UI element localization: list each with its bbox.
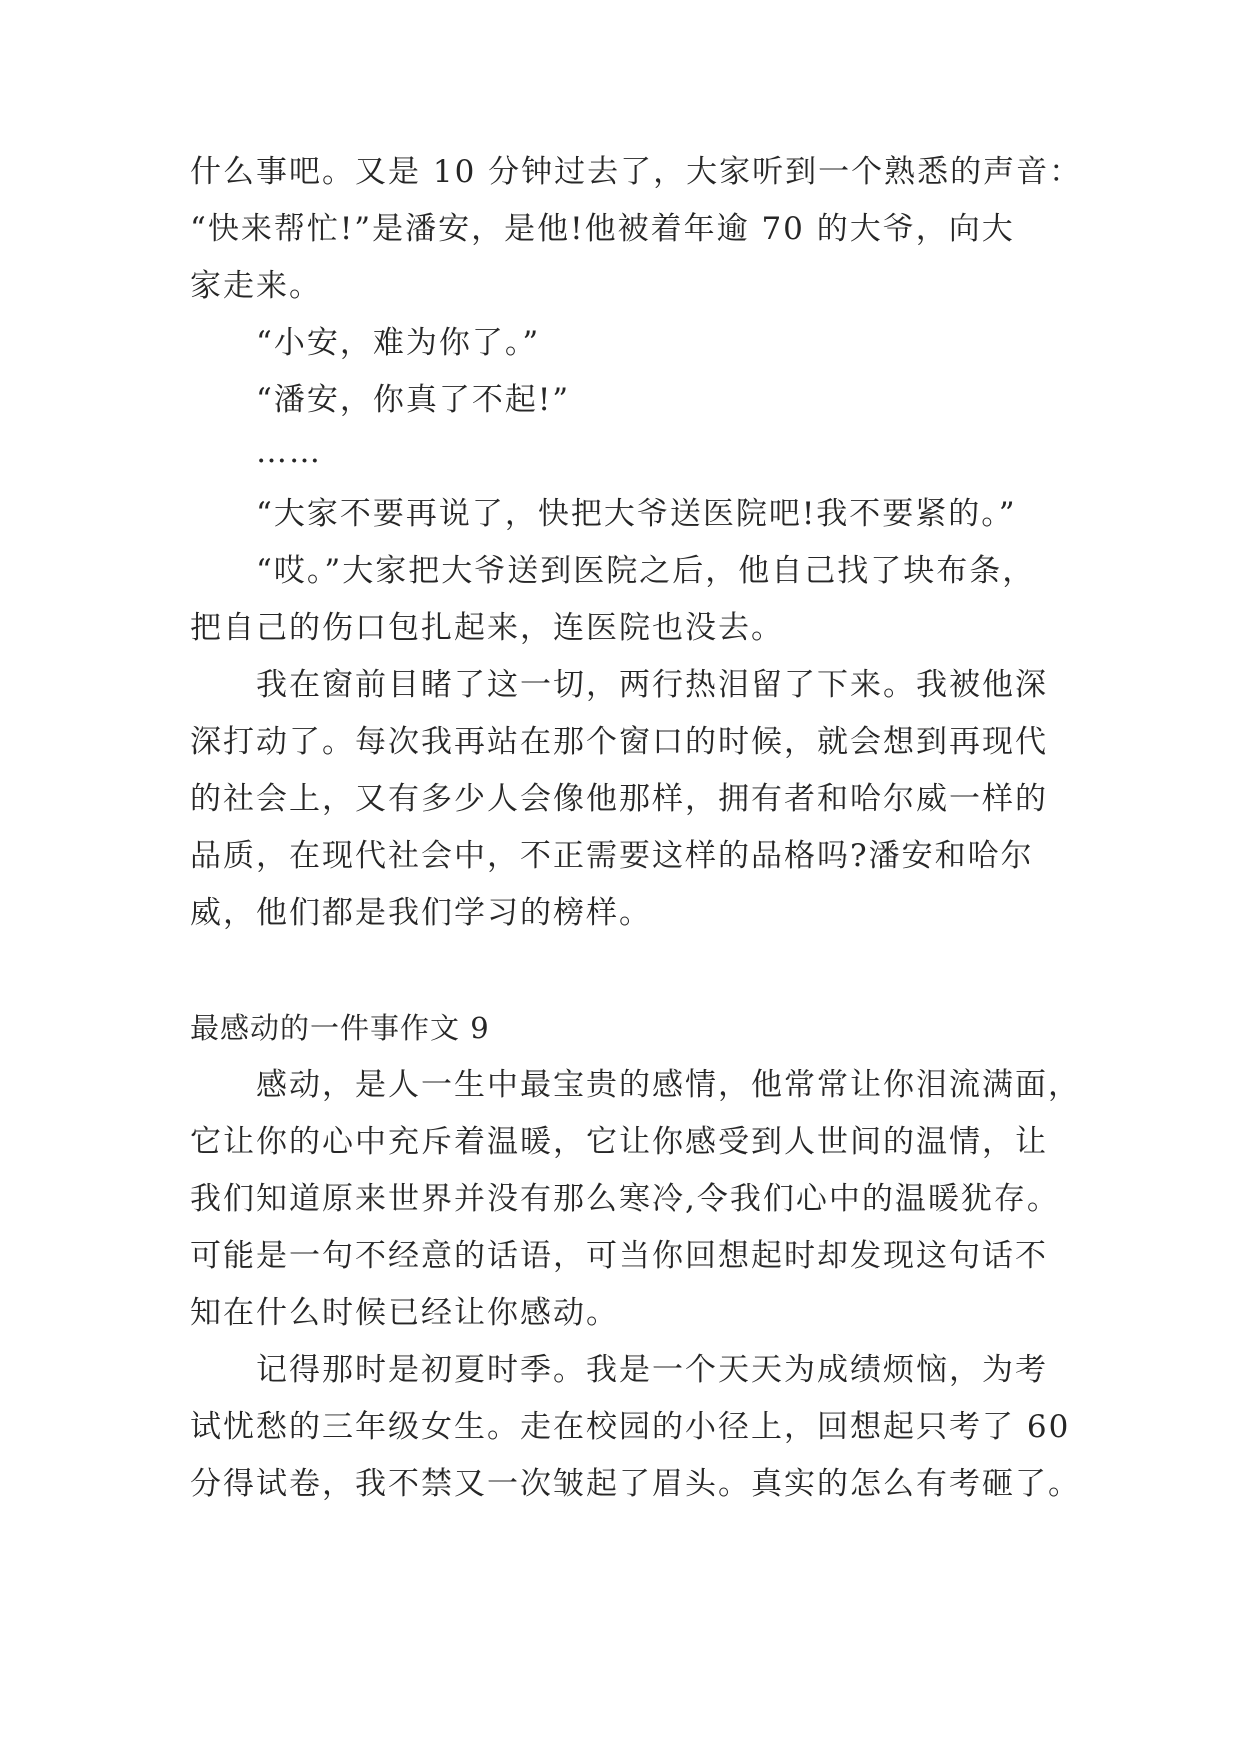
section-title: 最感动的一件事作文 9 xyxy=(190,1011,490,1045)
text-line: 分得试卷，我不禁又一次皱起了眉头。真实的怎么有考砸了。 xyxy=(190,1466,1081,1502)
text-line: 什么事吧。又是 10 分钟过去了，大家听到一个熟悉的声音： xyxy=(190,154,1083,190)
text-line: 我在窗前目睹了这一切，两行热泪留了下来。我被他深 xyxy=(256,667,1048,703)
dialogue-line: “大家不要再说了，快把大爷送医院吧!我不要紧的。” xyxy=(256,496,1017,532)
text-line: 可能是一句不经意的话语，可当你回想起时却发现这句话不 xyxy=(190,1238,1048,1274)
text-line: 感动，是人一生中最宝贵的感情，他常常让你泪流满面， xyxy=(256,1067,1081,1103)
text-line: “快来帮忙!”是潘安，是他!他被着年逾 70 的大爷，向大 xyxy=(190,211,1015,247)
text-line: 品质，在现代社会中，不正需要这样的品格吗?潘安和哈尔 xyxy=(190,838,1034,874)
text-line: 试忧愁的三年级女生。走在校园的小径上，回想起只考了 60 xyxy=(190,1409,1071,1445)
text-line: 的社会上，又有多少人会像他那样，拥有者和哈尔威一样的 xyxy=(190,781,1048,817)
text-line: 家走来。 xyxy=(190,268,322,304)
text-line: 知在什么时候已经让你感动。 xyxy=(190,1295,619,1331)
text-line: 威，他们都是我们学习的榜样。 xyxy=(190,895,652,931)
dialogue-line: “小安，难为你了。” xyxy=(256,325,541,361)
text-line: 我们知道原来世界并没有那么寒冷,令我们心中的温暖犹存。 xyxy=(190,1181,1060,1217)
ellipsis-line: …… xyxy=(256,434,322,470)
text-line: “哎。”大家把大爷送到医院之后，他自己找了块布条， xyxy=(256,553,1036,589)
dialogue-line: “潘安，你真了不起!” xyxy=(256,382,571,418)
text-line: 深打动了。每次我再站在那个窗口的时候，就会想到再现代 xyxy=(190,724,1048,760)
text-line: 记得那时是初夏时季。我是一个天天为成绩烦恼，为考 xyxy=(256,1352,1048,1388)
text-line: 它让你的心中充斥着温暖，它让你感受到人世间的温情，让 xyxy=(190,1124,1048,1160)
text-line: 把自己的伤口包扎起来，连医院也没去。 xyxy=(190,610,784,646)
